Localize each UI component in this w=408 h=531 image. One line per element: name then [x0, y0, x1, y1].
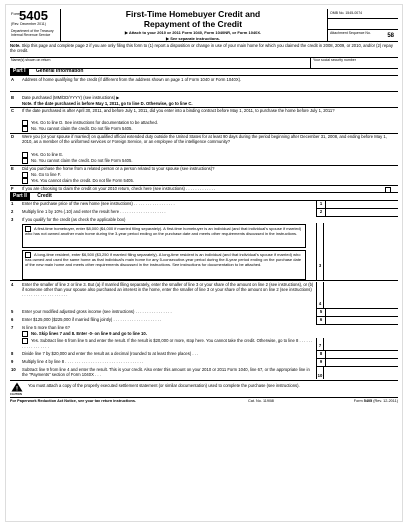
line-number: 6: [11, 317, 14, 322]
line-number: 5: [11, 309, 14, 314]
option-text: Yes. You cannot claim the credit. Do not file Form 5405.: [31, 178, 134, 184]
line-number: 7: [11, 325, 14, 330]
form-id-block: [10, 9, 61, 41]
form-footer: [10, 397, 398, 403]
form-title-line2: Repayment of the Credit: [143, 19, 243, 29]
amount-field[interactable]: [325, 359, 398, 366]
amount-field[interactable]: [325, 223, 398, 280]
line-text: Address of home qualifying for the credit (if different from the address shown on page 1 of Form 1040 or Form 1040X).: [22, 77, 242, 82]
checkbox[interactable]: [22, 126, 28, 132]
option-text: A first-time homebuyer, enter $8,000 ($4,000 if married filing separately). A first-time homebuyer is an individual (and that individual's spouse if married) who has not owned another main home during the 3-year period ending on the purchase date and meets other requirements discussed in the instructions.: [25, 226, 302, 236]
line-box: 5: [316, 309, 326, 316]
attach-instruction: ▶ Attach to your 2010 or 2011 Form 1040, Form 1040NR, or Form 1040X.: [124, 30, 262, 35]
line-text: If the date purchased is after April 30, 2011, and before July 1, 2011, did you enter into a binding contract before May 1, 2011, to purchase the home before July 1, 2011?: [22, 108, 335, 113]
form-label: Form: [11, 11, 21, 16]
form-ref-prefix: Form: [353, 399, 363, 403]
amount-field[interactable]: [325, 309, 398, 316]
line-box: 9: [316, 359, 326, 366]
form-ref-number: 5405: [363, 399, 373, 403]
line-7-no[interactable]: [10, 331, 398, 337]
note-paragraph: [10, 43, 398, 53]
line-box: 8: [316, 351, 326, 358]
line-box: 6: [316, 317, 326, 324]
note-text: Skip this page and complete page 2 if you are only filing this form to (1) report a disposition or change in use of your main home for which you claimed the credit in 2008, 2009, or 2010, and/or (2) repay the credit.: [10, 43, 393, 54]
form-page: [5, 4, 403, 522]
part2-tag: Part II: [10, 193, 30, 200]
part1-header: [10, 68, 398, 76]
part1-tag: Part I: [10, 68, 29, 75]
line-box: 4: [316, 282, 324, 308]
line-6: [10, 317, 398, 324]
amount-field[interactable]: [325, 317, 398, 324]
line-2: [10, 209, 398, 216]
form-number: 5405: [19, 8, 48, 23]
line-3-box: [10, 223, 398, 280]
paperwork-notice: For Paperwork Reduction Act Notice, see your tax return instructions.: [10, 399, 137, 403]
line-text: Enter the purchase price of the new home (see instructions) . . . . . . . . . . . . . . . . . .: [22, 201, 175, 206]
line-number: 9: [11, 359, 14, 364]
line-text: Multiply line 4 by line 8 . . . . . . . . . . . . . . . . . . . . . . . . . . . . . . . . . .: [22, 359, 144, 364]
line-text: Divide line 7 by $20,000 and enter the result as a decimal (rounded to at least three places) . . .: [22, 351, 199, 356]
line-text: Is line 5 more than line 6?: [22, 325, 70, 330]
tax-year: [328, 19, 398, 30]
line-text: Subtract line 9 from line 4 and enter the result. This is your credit. Also enter this amount on your 2010 or 2011 Form 1040, line 67, or the appropriate line in the "Payments" section of Form 1040X . . .: [22, 367, 310, 378]
amount-field[interactable]: [325, 338, 398, 350]
line-text: If you qualify for the credit (as check the applicable box): [22, 217, 126, 222]
caution-icon: [11, 382, 23, 392]
line-box: 2: [316, 209, 326, 216]
line-1: [10, 201, 398, 208]
option-text: No. You cannot claim the credit. Do not file Form 5405.: [31, 126, 133, 132]
line-text: Enter your modified adjusted gross income (see instructions) . . . . . . . . . . . . . . . .: [22, 309, 172, 314]
line-10: [10, 367, 398, 379]
title-block: [62, 9, 324, 41]
catalog-number: Cat. No. 11908I: [248, 399, 275, 403]
option-text: A long-time resident, enter $6,500 ($3,250 if married filing separately). A long-time resident is an individual (and that individual's spouse if married) who has owned and used the same home as that individual's main home for any 5-consecutive-year period during the 8-year period ending on the purchase date of the new main home and meets other requirements discussed in the instructions. See instructions for documentation to be attached.: [25, 252, 302, 267]
line-9: [10, 359, 398, 366]
option-text: Yes. Subtract line 6 from line 5 and enter the result. If the result is $20,000 or more, stop here. You cannot take the credit. Otherwise, go to line 8 . . . . . . . . . . . . . . . . . .: [22, 338, 313, 349]
note-label: Note.: [10, 43, 21, 48]
line-text: Enter the smaller of line 2 or line 3. But (a) if married filing separately, enter the smaller of line 3 or your share of the amount on line 2 (see instructions), or (b) if someone other than your spouse also purchased an interest in the home, enter the smaller of line 3 or your share of the amount on line 2 (see instructions) . . . . . . . . . . . . . . . . . . . .: [22, 282, 314, 298]
line-letter: D: [11, 134, 15, 139]
checkbox[interactable]: [22, 158, 28, 164]
line-5: [10, 309, 398, 316]
option-text: No. You cannot claim the credit. Do not file Form 5405.: [31, 158, 133, 164]
checkbox[interactable]: [22, 178, 28, 184]
line-letter: A: [11, 77, 15, 82]
line-text: Did you purchase the home from a related person or a person related to your spouse (see instructions)?: [22, 166, 215, 171]
line-text: Were you (or your spouse if married) on qualified official extended duty outside the United States for at least 90 days during the period beginning after December 31, 2008, and ending before May 1, 2010, as a member of the uniformed services or Foreign Service, or an employee of the intelligence community?: [22, 134, 387, 145]
line-number: 10: [11, 367, 16, 372]
line-number: 8: [11, 351, 14, 356]
line-number: 3: [11, 217, 14, 222]
line-letter: F: [11, 186, 14, 191]
department-name: Department of the Treasury Internal Revenue Service: [11, 29, 54, 37]
line-box: 3: [316, 223, 324, 280]
see-instructions: ▶ See separate instructions.: [166, 36, 220, 41]
amount-field[interactable]: [325, 282, 398, 308]
part2-header: [10, 192, 398, 201]
line-7-yes[interactable]: [10, 338, 398, 350]
omb-number: OMB No. 1545-0074: [328, 9, 398, 19]
attachment-label: Attachment Sequence No.: [330, 31, 371, 35]
line-text: Note. If the date purchased is before May 1, 2011, go to line D. Otherwise, go to line C.: [22, 101, 193, 106]
caution-text: You must attach a copy of the properly executed settlement statement (or similar documentation) used to complete the purchase (see instructions).: [28, 383, 300, 388]
part2-title: Credit: [37, 193, 52, 199]
part1-title: General Information: [35, 68, 84, 74]
form-reference: [354, 398, 398, 404]
name-field[interactable]: Name(s) shown on return: [11, 58, 51, 62]
option-text: No. Skip lines 7 and 8. Enter -0- on line 9 and go to line 10.: [31, 331, 147, 337]
line-8: [10, 351, 398, 358]
line-number: 2: [11, 209, 14, 214]
line-text: Date purchased (MM/DD/YYYY) (see instructions) ▶: [22, 95, 120, 100]
line-number: 1: [11, 201, 14, 206]
line-4: [10, 282, 398, 308]
line-box: 10: [316, 367, 324, 379]
option-text: Yes. Go to line E.: [31, 152, 64, 158]
sequence-number: 58: [387, 33, 394, 39]
line-letter: C: [11, 108, 15, 113]
caution-note: [10, 383, 398, 395]
line-text: Enter $125,000 ($225,000 if married filing jointly) . . . . . . . . . . . . . . . . . . . . .: [22, 317, 162, 322]
line-text: If you are choosing to claim the credit on your 2010 return, check here (see instructions) . . . . . . . . . . . . .: [22, 186, 216, 191]
amount-field[interactable]: [325, 209, 398, 216]
line-letter: E: [11, 166, 14, 171]
amount-field[interactable]: [325, 367, 398, 379]
line-text: Multiply line 1 by 10% (.10) and enter the result here . . . . . . . . . . . . . . . . . . . .: [22, 209, 166, 214]
svg-text:!: !: [16, 386, 18, 392]
line-number: 4: [11, 282, 14, 287]
line-box: 1: [316, 201, 326, 208]
form-title-line1: First-Time Homebuyer Credit and: [125, 9, 261, 19]
amount-field[interactable]: [325, 201, 398, 208]
amount-field[interactable]: [325, 351, 398, 358]
line-letter: B: [11, 95, 15, 100]
ssn-field[interactable]: Your social security number: [310, 58, 356, 68]
line-box: 7: [316, 338, 324, 350]
checkbox[interactable]: [22, 331, 28, 337]
option-text: Yes. Go to line D. See instructions for documentation to be attached.: [31, 120, 158, 126]
form-ref-rev: (Rev. 12-2011): [373, 399, 398, 403]
omb-block: [327, 9, 398, 41]
caution-label: CAUTION: [10, 393, 22, 396]
form-header: [10, 9, 398, 42]
option-text: No. Go to line F.: [31, 172, 62, 178]
form-revision: (Rev. December 2011): [11, 22, 46, 26]
